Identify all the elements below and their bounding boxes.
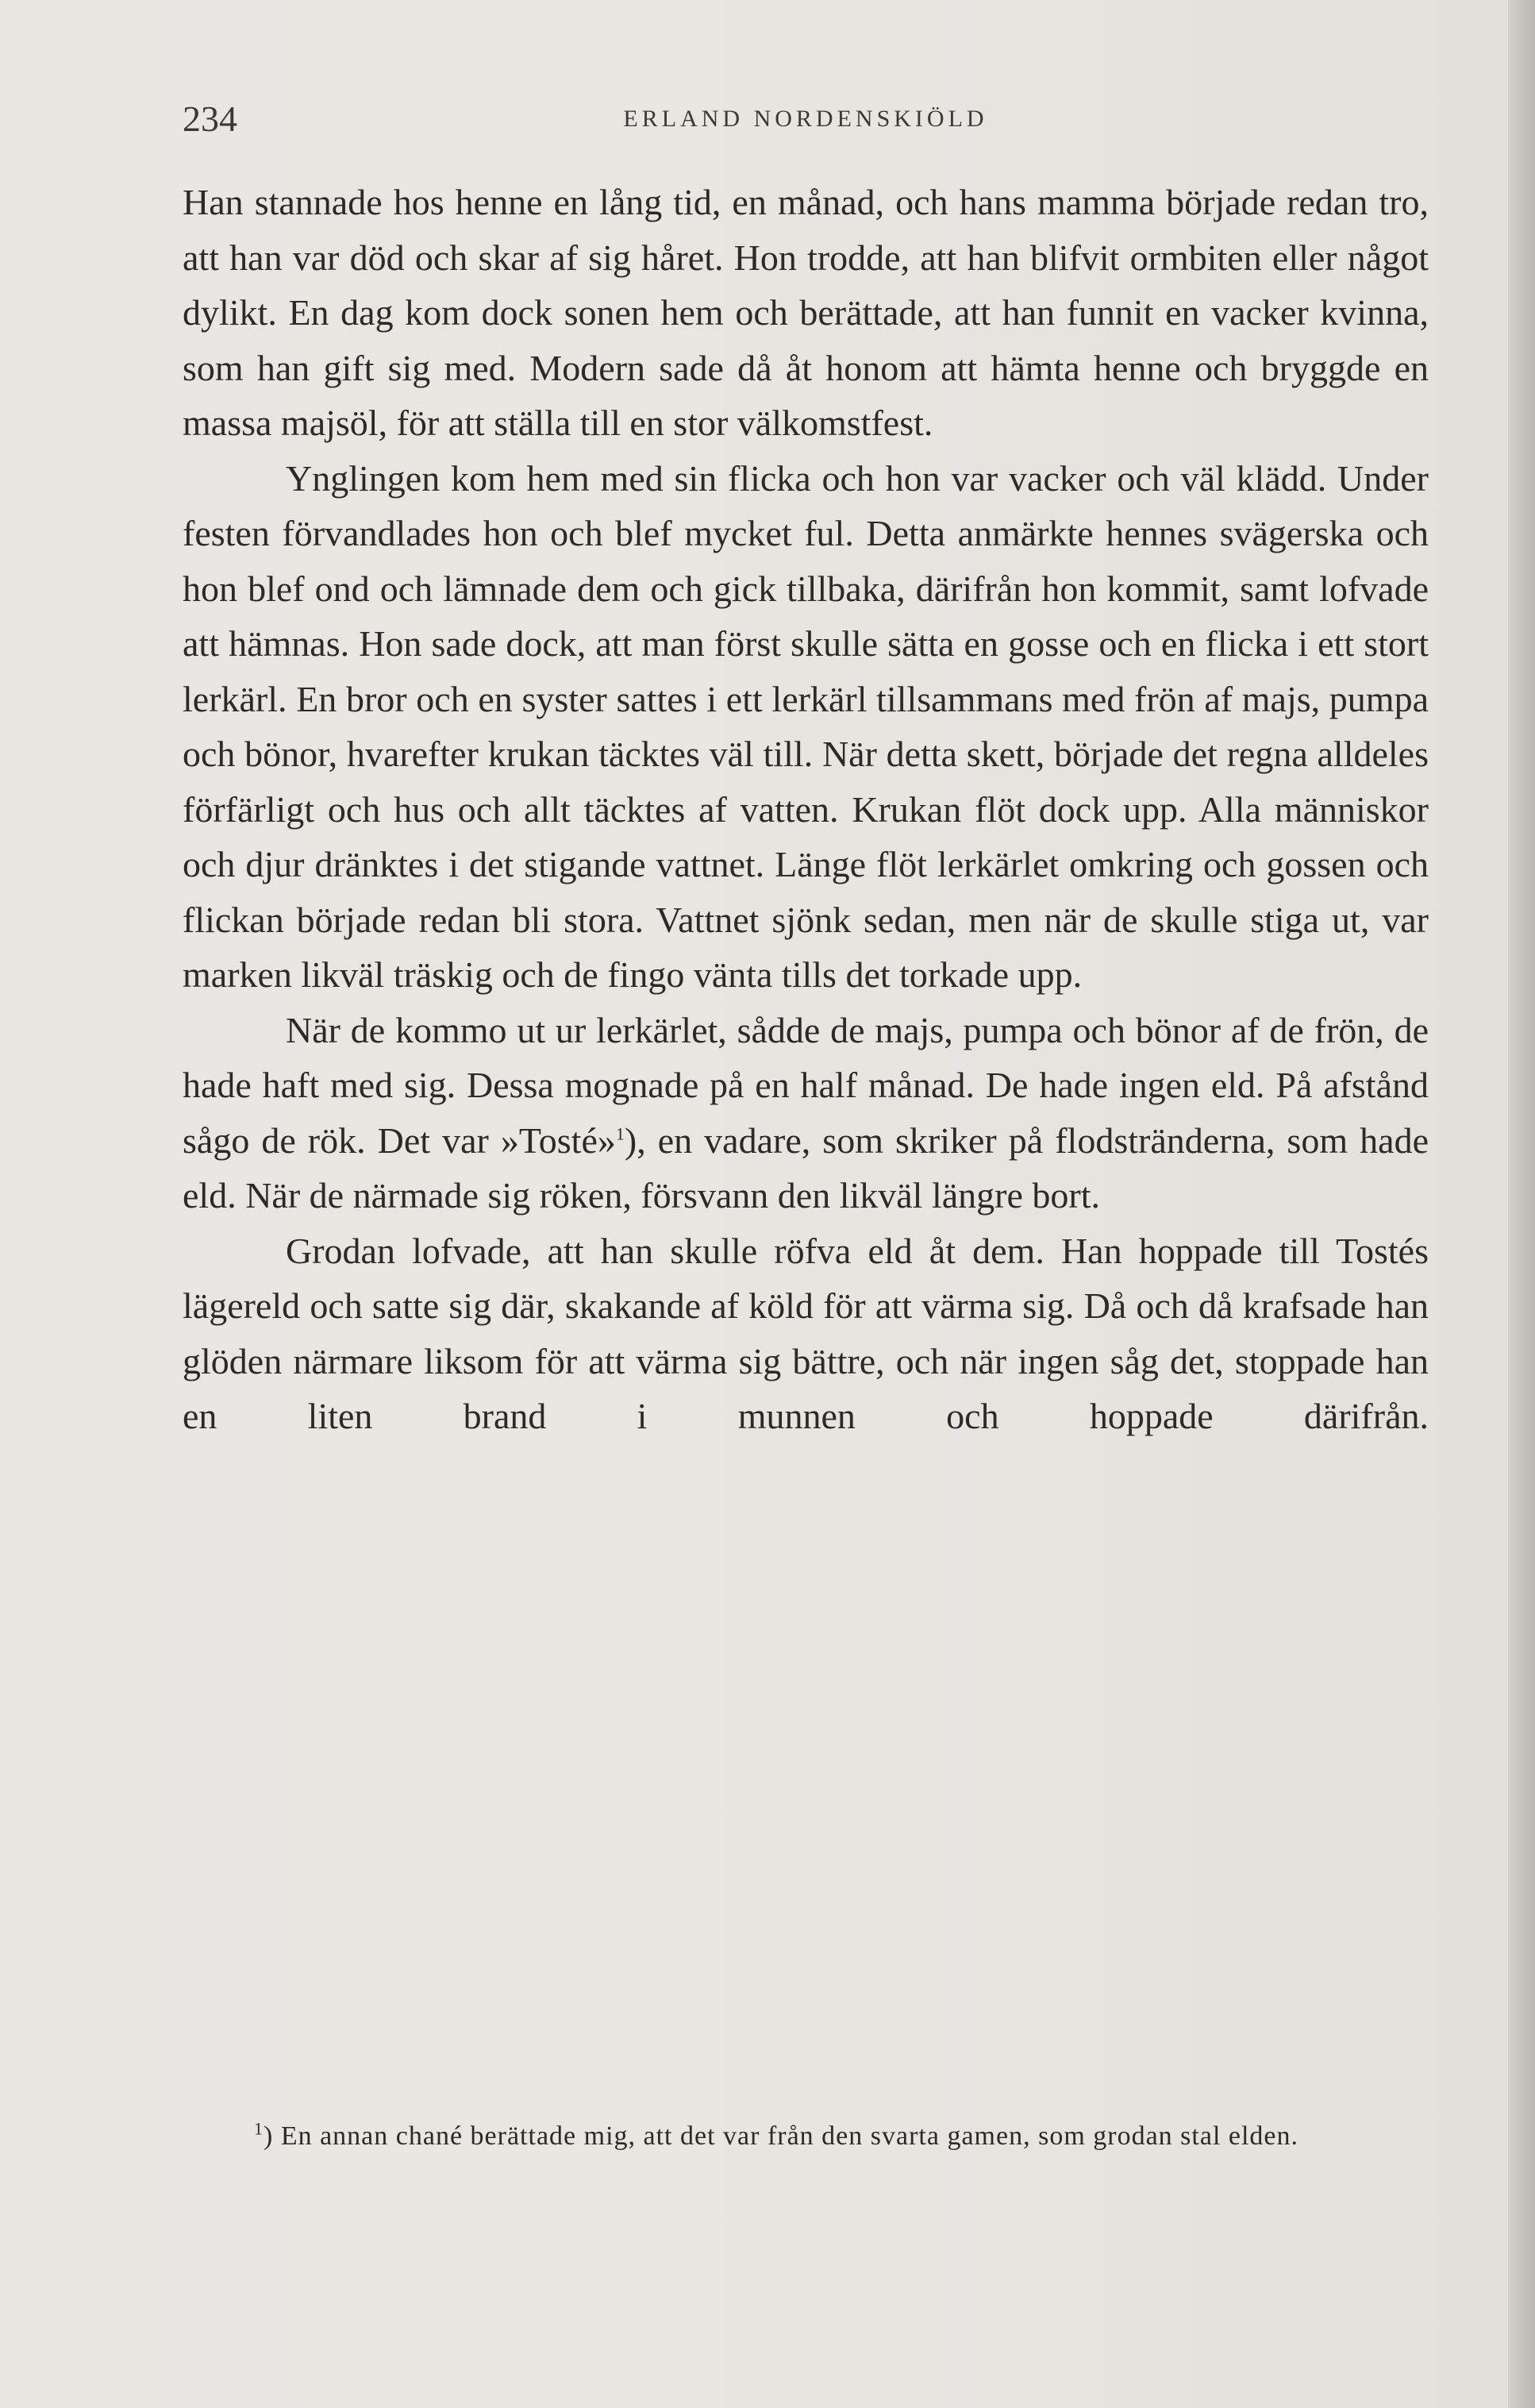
paragraph-4: Grodan lofvade, att han skulle röfva eld åt dem. Han hoppade till Tostés lägereld och satte sig där, skakande af köld för att värma sig. Då och då krafsade han glöden närmare liksom för att värma sig bättre, och när ingen såg det, stoppade han en liten brand i munnen och hoppade därifrån. [183, 1230, 1429, 1436]
page-header [183, 95, 1429, 143]
footnote-paragraph [183, 2112, 1429, 2161]
footnote [183, 2112, 1429, 2161]
paragraph-3-text-after-note: ), en vadare, som skriker på flodstränderna, som hade eld. När de närmade sig röken, försvann den likväl längre bort. [183, 1119, 1429, 1216]
body-text [183, 175, 1429, 1444]
running-head: ERLAND NORDENSKIÖLD [623, 106, 988, 132]
paragraph-1: Han stannade hos henne en lång tid, en månad, och hans mamma började redan tro, att han var död och skar af sig håret. Hon trodde, att han blifvit ormbiten eller något dylikt. En dag kom dock sonen hem och berättade, att han funnit en vacker kvinna, som han gift sig med. Modern sade då åt honom att hämta henne och bryggde en massa majsöl, för att ställa till en stor välkomstfest. [183, 182, 1429, 443]
paragraph-3 [183, 1003, 1429, 1223]
paragraph-2: Ynglingen kom hem med sin flicka och hon var vacker och väl klädd. Under festen förvandlades hon och blef mycket ful. Detta anmärkte hennes svägerska och hon blef ond och lämnade dem och gick tillbaka, därifrån hon kommit, samt lofvade att hämnas. Hon sade dock, att man först skulle sätta en gosse och en flicka i ett stort lerkärl. En bror och en syster sattes i ett lerkärl tillsammans med frön af majs, pumpa och bönor, hvarefter krukan täcktes väl till. När detta skett, började det regna alldeles förfärligt och hus och allt täcktes af vatten. Krukan flöt dock upp. Alla människor och djur dränktes i det stigande vattnet. Länge flöt lerkärlet omkring och gossen och flickan började redan bli stora. Vattnet sjönk sedan, men när de skulle stiga ut, var marken likväl träskig och de fingo vänta tills det torkade upp. [183, 457, 1429, 995]
page-edge-shadow [1508, 0, 1535, 2408]
footnote-marker: 1 [254, 2118, 264, 2139]
footnote-reference: 1 [615, 1123, 625, 1144]
page-number: 234 [183, 98, 237, 139]
footnote-text: ) En annan chané berättade mig, att det var från den svarta gamen, som grodan stal elden. [264, 2121, 1299, 2151]
paragraph-3-text-before-note: När de kommo ut ur lerkärlet, sådde de majs, pumpa och bönor af de frön, de hade haft med sig. Dessa mognade på en half månad. De hade ingen eld. På afstånd sågo de rök. Det var »Tosté» [183, 1009, 1429, 1161]
